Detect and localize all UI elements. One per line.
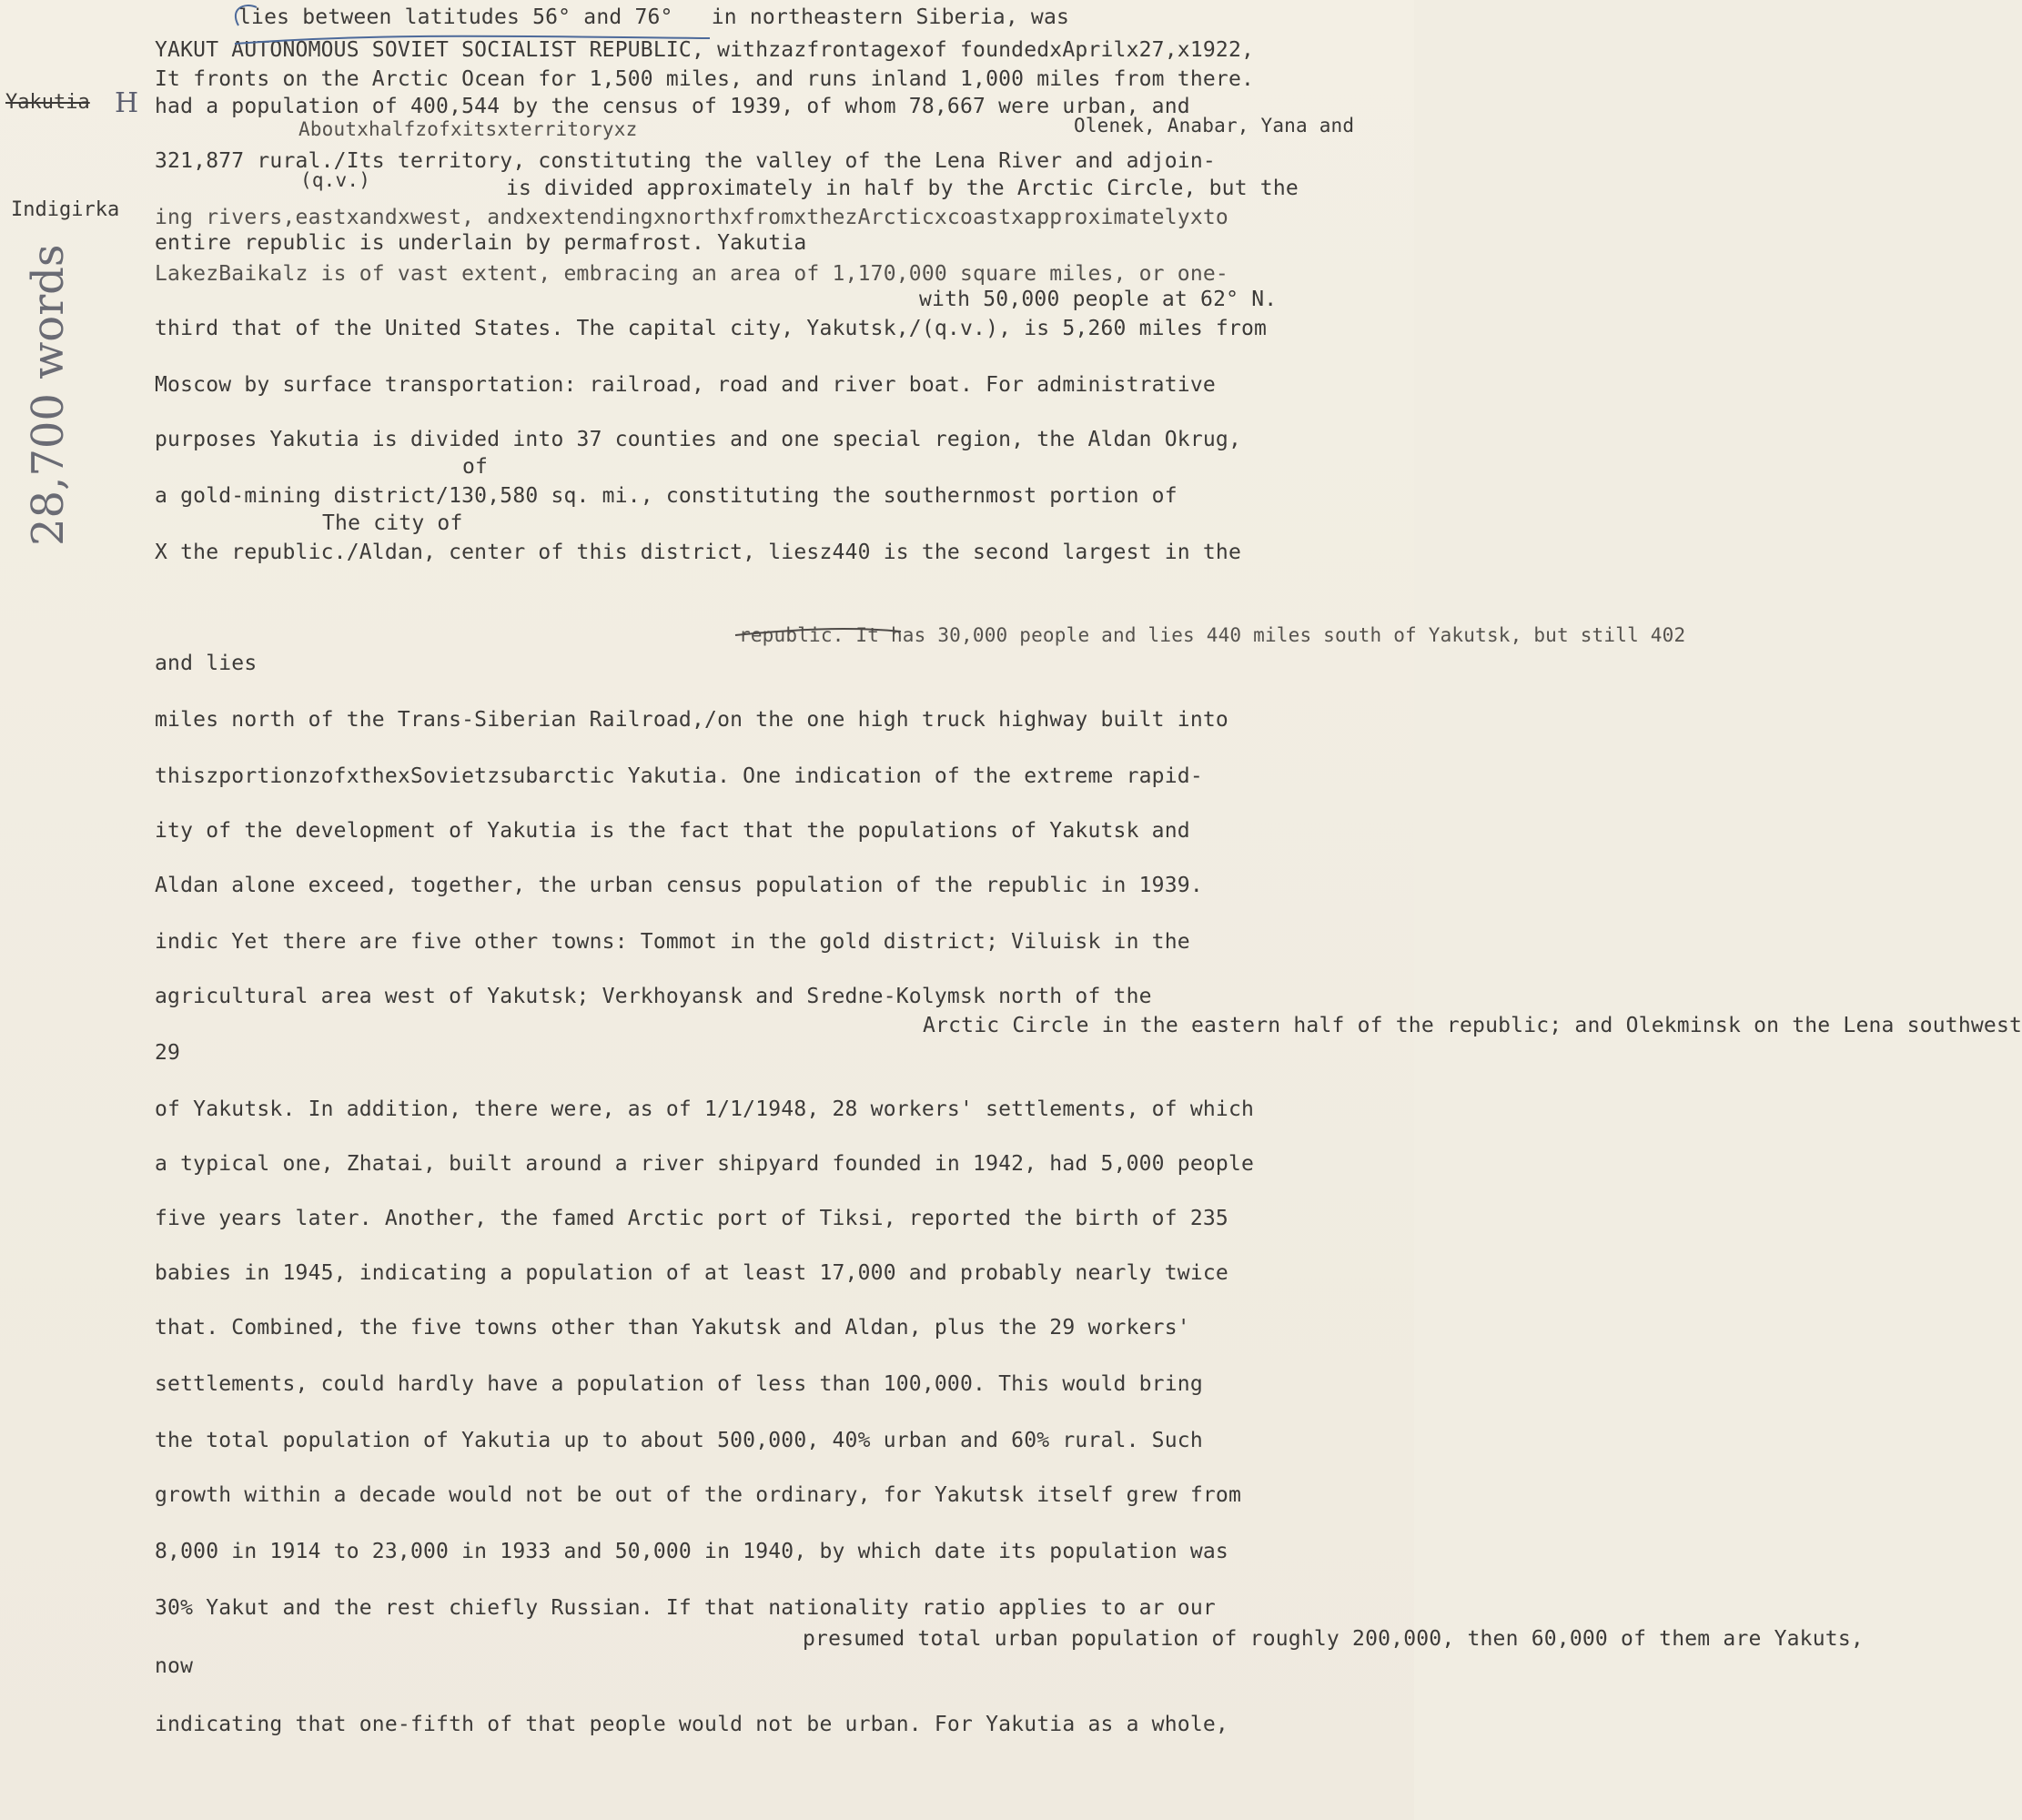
text-line: and lies: [155, 652, 258, 675]
text-line: babies in 1945, indicating a population of at least 17,000 and probably nearly twice: [155, 1261, 1228, 1285]
text-line: is divided approximately in half by the Arctic Circle, but the: [506, 177, 1299, 200]
margin-note-yakutia: Yakutia: [5, 91, 90, 114]
text-line: thiszportionzofxthexSovietzsubarctic Yakutia. One indication of the extreme rapid-: [155, 764, 1203, 788]
text-line: Aldan alone exceed, together, the urban census population of the republic in 1939.: [155, 874, 1203, 897]
text-line: Olenek, Anabar, Yana and: [1074, 115, 1355, 136]
text-line: purposes Yakutia is divided into 37 counties and one special region, the Aldan Okrug,: [155, 428, 1242, 451]
text-line: the total population of Yakutia up to about 500,000, 40% urban and 60% rural. Such: [155, 1429, 1203, 1452]
text-line: 29: [155, 1041, 181, 1065]
text-line: Moscow by surface transportation: railroad, road and river boat. For administrative: [155, 373, 1216, 397]
text-line: 8,000 in 1914 to 23,000 in 1933 and 50,000 in 1940, by which date its population was: [155, 1540, 1228, 1563]
text-line: ing rivers,eastxandxwest, andxextendingxnorthxfromxthezArcticxcoastxapproximatelyxto: [155, 206, 1228, 229]
text-line: The city of: [322, 511, 463, 535]
text-line: with 50,000 people at 62° N.: [919, 288, 1278, 311]
text-line: miles north of the Trans-Siberian Railroad,/on the one high truck highway built into: [155, 708, 1228, 732]
text-line: growth within a decade would not be out of the ordinary, for Yakutsk itself grew from: [155, 1483, 1242, 1507]
pen-strike: [0, 619, 1414, 655]
text-line: now: [155, 1654, 194, 1678]
text-line: had a population of 400,544 by the census of 1939, of whom 78,667 were urban, and: [155, 95, 1190, 118]
text-line: It fronts on the Arctic Ocean for 1,500 miles, and runs inland 1,000 miles from there.: [155, 67, 1255, 91]
text-line: ity of the development of Yakutia is the fact that the populations of Yakutsk and: [155, 819, 1190, 843]
text-line: 30% Yakut and the rest chiefly Russian. If that nationality ratio applies to ar our: [155, 1596, 1216, 1620]
margin-mark-h: H: [115, 87, 139, 119]
handwritten-word-count: 28,700 words: [23, 244, 74, 546]
text-line: LakezBaikalz is of vast extent, embracing an area of 1,170,000 square miles, or one-: [155, 262, 1228, 286]
text-line: settlements, could hardly have a population of less than 100,000. This would bring: [155, 1372, 1203, 1396]
text-line: a typical one, Zhatai, built around a river shipyard founded in 1942, had 5,000 people: [155, 1152, 1255, 1176]
text-line: of Yakutsk. In addition, there were, as of 1/1/1948, 28 workers' settlements, of which: [155, 1097, 1255, 1121]
text-line: republic. It has 30,000 people and lies 440 miles south of Yakutsk, but still 402: [739, 624, 1686, 646]
text-line: a gold-mining district/130,580 sq. mi., constituting the southernmost portion of: [155, 484, 1178, 508]
text-line: agricultural area west of Yakutsk; Verkhoyansk and Sredne-Kolymsk north of the: [155, 985, 1152, 1008]
text-line: YAKUT AUTONOMOUS SOVIET SOCIALIST REPUBLIC, withzazfrontagexof foundedxAprilx27,x1922,: [155, 38, 1255, 62]
margin-note-indigirka: Indigirka: [11, 198, 120, 221]
text-line: Aboutxhalfzofxitsxterritoryxz: [298, 118, 638, 140]
text-line: 321,877 rural./Its territory, constituting the valley of the Lena River and adjoin-: [155, 149, 1216, 173]
text-line: indicating that one-fifth of that people would not be urban. For Yakutia as a whole,: [155, 1713, 1228, 1736]
text-line: Arctic Circle in the eastern half of the republic; and Olekminsk on the Lena southwest: [923, 1014, 2022, 1037]
text-line: of: [462, 455, 489, 479]
pen-insert-stroke: [0, 0, 1414, 64]
text-line: lies between latitudes 56° and 76° in northeastern Siberia, was: [238, 5, 1070, 29]
text-line: presumed total urban population of roughly 200,000, then 60,000 of them are Yakuts,: [803, 1627, 1864, 1651]
text-line: that. Combined, the five towns other than Yakutsk and Aldan, plus the 29 workers': [155, 1316, 1190, 1340]
text-line: five years later. Another, the famed Arctic port of Tiksi, reported the birth of 235: [155, 1207, 1228, 1230]
text-line: (q.v.): [300, 169, 371, 191]
text-line: third that of the United States. The capital city, Yakutsk,/(q.v.), is 5,260 miles from: [155, 317, 1268, 340]
text-line: X the republic./Aldan, center of this district, liesz440 is the second largest in the: [155, 541, 1242, 564]
text-line: entire republic is underlain by permafrost. Yakutia: [155, 231, 807, 255]
text-line: indic Yet there are five other towns: Tommot in the gold district; Viluisk in the: [155, 930, 1190, 954]
